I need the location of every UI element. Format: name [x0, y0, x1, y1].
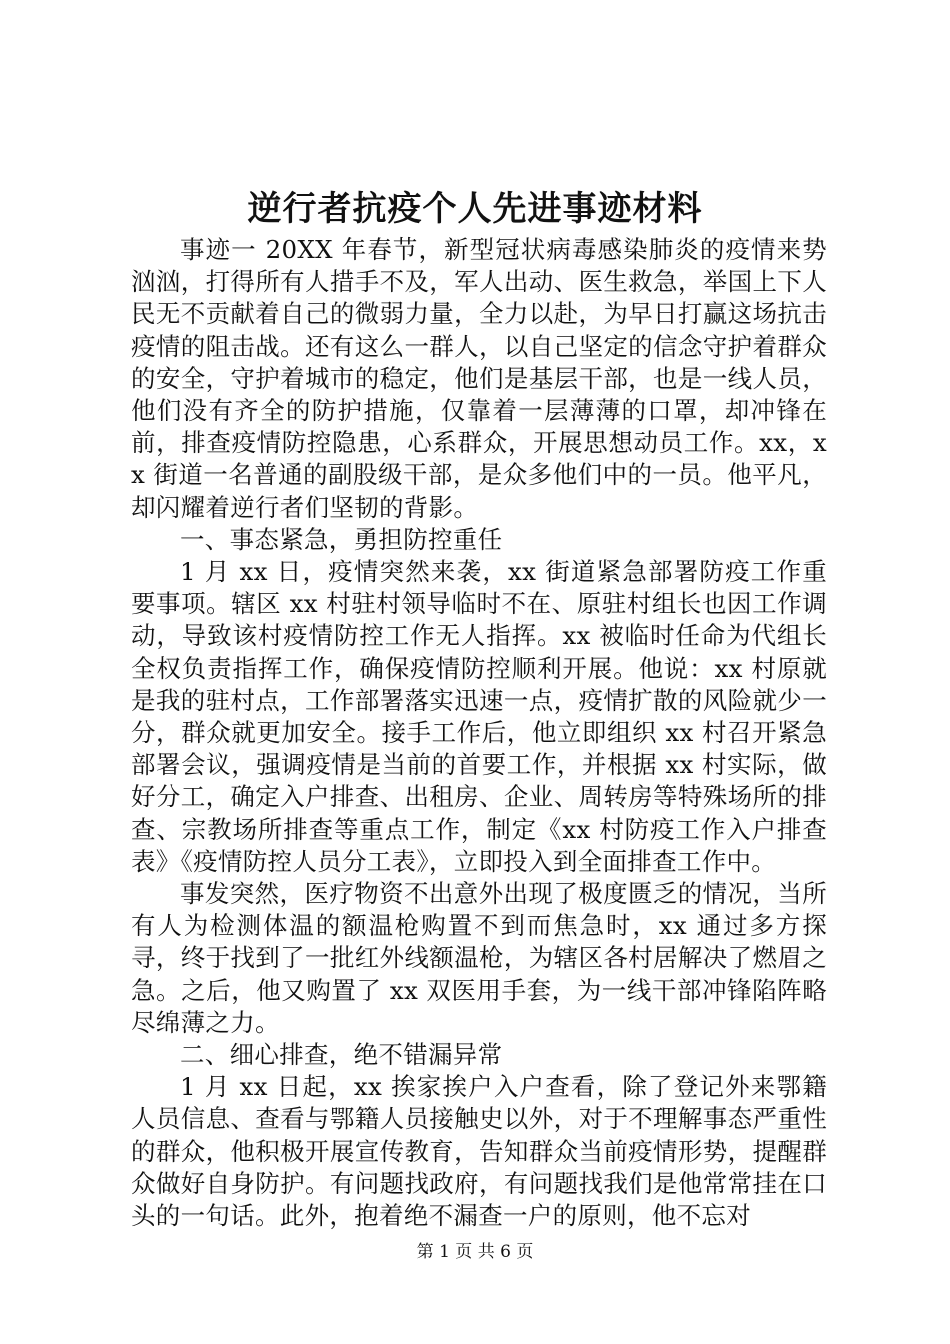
page-number-footer: 第 1 页 共 6 页 [416, 1242, 534, 1262]
section-heading-1: 一、事态紧急，勇担防控重任 [180, 524, 503, 554]
paragraph-section-1-b: 事发突然，医疗物资不出意外出现了极度匮乏的情况，当所有人为检测体温的额温枪购置不到而焦急时，xx 通过多方探寻，终于找到了一批红外线额温枪，为辖区各村居解决了燃眉之急。之后，他又购置了 xx 双医用手套，为一线干部冲锋陷阵略尽绵薄之力。 [131, 879, 827, 1037]
paragraph-section-1-a: 1 月 xx 日，疫情突然来袭，xx 街道紧急部署防疫工作重要事项。辖区 xx 村驻村领导临时不在、原驻村组长也因工作调动，导致该村疫情防控工作无人指挥。xx 被临时任命为代组长全权负责指挥工作，确保疫情防控顺利开展。他说：xx 村原就是我的驻村点，工作部署落实迅速一点，疫情扩散的风险就少一分，群众就更加安全。接手工作后，他立即组织 xx 村召开紧急部署会议，强调疫情是当前的首要工作，并根据 xx 村实际，做好分工，确定入户排查、出租房、企业、周转房等特殊场所的排查、宗教场所排查等重点工作，制定《xx 村防疫工作入户排查表》《疫情防控人员分工表》，立即投入到全面排查工作中。 [131, 557, 827, 876]
section-heading-2: 二、细心排查，绝不错漏异常 [180, 1040, 503, 1070]
paragraph-section-2-a: 1 月 xx 日起，xx 挨家挨户入户查看，除了登记外来鄂籍人员信息、查看与鄂籍人员接触史以外，对于不理解事态严重性的群众，他积极开展宣传教育，告知群众当前疫情形势，提醒群众做好自身防护。有问题找政府，有问题找我们是他常常挂在口头的一句话。此外，抱着绝不漏查一户的原则，他不忘对 [131, 1072, 827, 1231]
document-title: 逆行者抗疫个人先进事迹材料 [247, 189, 703, 229]
paragraph-intro: 事迹一 20XX 年春节，新型冠状病毒感染肺炎的疫情来势汹汹，打得所有人措手不及，军人出动、医生救急，举国上下人民无不贡献着自己的微弱力量，全力以赴，为早日打赢这场抗击疫情的阻击战。还有这么一群人，以自己坚定的信念守护着群众的安全，守护着城市的稳定，他们是基层干部，也是一线人员，他们没有齐全的防护措施，仅靠着一层薄薄的口罩，却冲锋在前，排查疫情防控隐患，心系群众，开展思想动员工作。xx，xx 街道一名普通的副股级干部，是众多他们中的一员。他平凡，却闪耀着逆行者们坚韧的背影。 [131, 235, 827, 522]
document-body [131, 234, 827, 1232]
